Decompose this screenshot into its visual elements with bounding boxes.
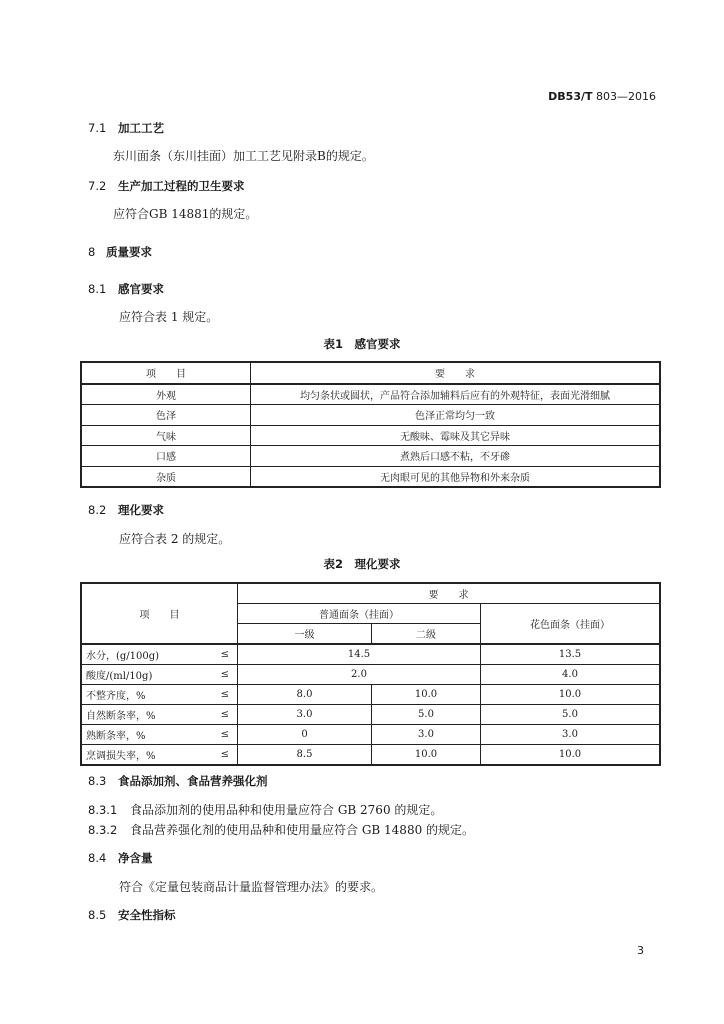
- section-title: 安全性指标: [118, 908, 176, 922]
- table-1-cell-item: 外观: [81, 384, 251, 405]
- section-number: 8: [88, 245, 96, 259]
- table-2-row-label: 不整齐度，%: [81, 685, 206, 705]
- table-2-row-le: ≤: [206, 665, 238, 685]
- table-2-cell-colored: 13.5: [481, 644, 661, 665]
- table-1-cell-item: 杂质: [81, 466, 251, 487]
- section-7-1-heading: [88, 120, 164, 136]
- section-title: 生产加工过程的卫生要求: [118, 179, 245, 193]
- section-title: 加工工艺: [118, 121, 164, 135]
- table-2-header-grade-1: 一级: [238, 624, 372, 645]
- table-row: [81, 745, 660, 766]
- table-2-caption: 表2 理化要求: [323, 557, 401, 571]
- table-2-cell-colored: 5.0: [481, 705, 661, 725]
- table-row: [81, 725, 660, 745]
- table-2-cell-grade-1: 3.0: [238, 705, 372, 725]
- table-2-row-le: ≤: [206, 725, 238, 745]
- section-number: 7.1: [88, 121, 107, 135]
- table-2-cell-grade-1: 0: [238, 725, 372, 745]
- table-2-row-le: ≤: [206, 705, 238, 725]
- section-number: 7.2: [88, 179, 107, 193]
- table-2-cell-colored: 4.0: [481, 665, 661, 685]
- table-2-cell-colored: 10.0: [481, 745, 661, 766]
- table-2-cell-grade-1: 8.5: [238, 745, 372, 766]
- section-7-2-heading: [88, 178, 245, 194]
- section-8-4-heading: [88, 850, 153, 866]
- section-7-1-text: 东川面条（东川挂面）加工工艺见附录B的规定。: [113, 149, 374, 163]
- table-2-row-label: 熟断条率，%: [81, 725, 206, 745]
- table-row: [81, 384, 660, 405]
- section-title: 质量要求: [106, 245, 152, 259]
- section-number: 8.3: [88, 774, 107, 788]
- table-1-cell-item: 色泽: [81, 405, 251, 426]
- table-1-cell-item: 口感: [81, 446, 251, 467]
- table-1-cell-requirement: 无肉眼可见的其他异物和外来杂质: [251, 466, 661, 487]
- table-2-row-label: 自然断条率，%: [81, 705, 206, 725]
- section-number: 8.5: [88, 908, 107, 922]
- section-number: 8.1: [88, 282, 107, 296]
- section-8-3-heading: [88, 773, 268, 789]
- table-2-header-plain: 普通面条（挂面）: [238, 604, 481, 624]
- table-2: [80, 582, 661, 766]
- section-8-heading: [88, 244, 152, 260]
- document-code: [548, 90, 656, 103]
- table-row: [81, 685, 660, 705]
- clause-number: 8.3.1: [88, 803, 118, 817]
- table-1-header-item: 项 目: [81, 362, 251, 384]
- section-8-2-heading: [88, 502, 164, 518]
- table-1-header-row: [81, 362, 660, 384]
- section-8-2-text: 应符合表 2 的规定。: [119, 532, 231, 546]
- section-8-3-2: [88, 821, 474, 838]
- table-row: [81, 644, 660, 665]
- section-7-2-text: 应符合GB 14881的规定。: [113, 207, 258, 221]
- table-1: [80, 361, 661, 488]
- table-2-row-label: 水分，(g/100g): [81, 644, 206, 665]
- table-row: [81, 446, 660, 467]
- table-2-cell-plain: 2.0: [238, 665, 481, 685]
- table-2-row-le: ≤: [206, 644, 238, 665]
- section-number: 8.4: [88, 851, 107, 865]
- section-8-1-text: 应符合表 1 规定。: [119, 310, 219, 324]
- table-2-row-le: ≤: [206, 685, 238, 705]
- section-8-4-text: 符合《定量包装商品计量监督管理办法》的要求。: [119, 880, 384, 894]
- page-number: 3: [637, 944, 644, 957]
- table-2-cell-grade-2: 10.0: [372, 745, 481, 766]
- table-2-row-label: 酸度/(ml/10g): [81, 665, 206, 685]
- table-2-cell-grade-2: 5.0: [372, 705, 481, 725]
- section-8-5-heading: [88, 907, 176, 923]
- table-2-row-label: 烹调损失率，%: [81, 745, 206, 766]
- table-2-cell-colored: 3.0: [481, 725, 661, 745]
- table-2-header-requirement: 要 求: [238, 583, 661, 604]
- table-2-header-item: 项 目: [81, 583, 238, 644]
- table-2-cell-colored: 10.0: [481, 685, 661, 705]
- table-row: [81, 705, 660, 725]
- document-code-prefix: DB53/T: [548, 90, 593, 103]
- clause-text: 食品营养强化剂的使用品种和使用量应符合 GB 14880 的规定。: [130, 823, 475, 837]
- section-title: 理化要求: [118, 503, 164, 517]
- document-code-number: 803—2016: [596, 90, 656, 103]
- table-2-header-colored: 花色面条（挂面）: [481, 604, 661, 645]
- table-2-row-le: ≤: [206, 745, 238, 766]
- table-row: [81, 405, 660, 426]
- section-title: 食品添加剂、食品营养强化剂: [118, 774, 268, 788]
- table-row: [81, 466, 660, 487]
- section-8-1-heading: [88, 281, 164, 297]
- table-1-cell-requirement: 煮熟后口感不粘，不牙碜: [251, 446, 661, 467]
- table-1-caption: 表1 感官要求: [323, 337, 401, 351]
- section-number: 8.2: [88, 503, 107, 517]
- table-1-cell-item: 气味: [81, 425, 251, 446]
- section-title: 感官要求: [118, 282, 164, 296]
- table-1-cell-requirement: 色泽正常均匀一致: [251, 405, 661, 426]
- table-2-header-grade-2: 二级: [372, 624, 481, 645]
- table-1-cell-requirement: 均匀条状或圆状，产品符合添加辅料后应有的外观特征，表面光滑细腻: [251, 384, 661, 405]
- table-2-cell-plain: 14.5: [238, 644, 481, 665]
- table-1-header-requirement: 要 求: [251, 362, 661, 384]
- table-row: [81, 665, 660, 685]
- clause-number: 8.3.2: [88, 823, 118, 837]
- table-1-cell-requirement: 无酸味、霉味及其它异味: [251, 425, 661, 446]
- table-row: [81, 425, 660, 446]
- table-2-cell-grade-1: 8.0: [238, 685, 372, 705]
- table-2-header-row-1: [81, 583, 660, 604]
- section-title: 净含量: [118, 851, 153, 865]
- clause-text: 食品添加剂的使用品种和使用量应符合 GB 2760 的规定。: [130, 803, 443, 817]
- section-8-3-1: [88, 801, 442, 818]
- table-2-cell-grade-2: 3.0: [372, 725, 481, 745]
- table-2-cell-grade-2: 10.0: [372, 685, 481, 705]
